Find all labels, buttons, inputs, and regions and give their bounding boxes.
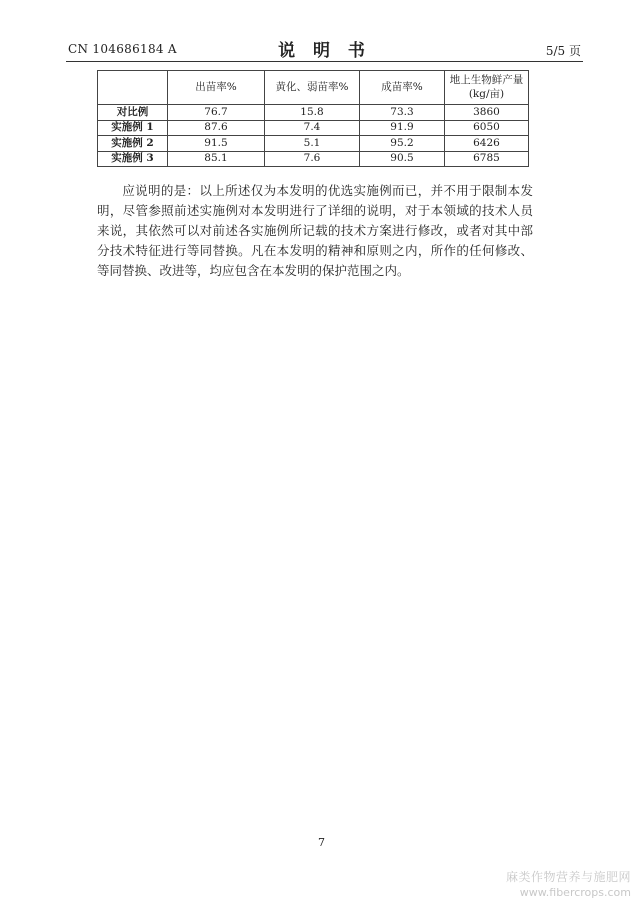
table-cell: 76.7 bbox=[168, 105, 265, 121]
table-header-cell: 黄化、弱苗率% bbox=[265, 71, 360, 105]
table-cell: 90.5 bbox=[360, 151, 445, 167]
table-row bbox=[98, 151, 529, 167]
table-cell: 95.2 bbox=[360, 136, 445, 152]
table-cell: 7.6 bbox=[265, 151, 360, 167]
row-label: 实施例 3 bbox=[98, 151, 168, 167]
table-header-cell: 地上生物鲜产量 (kg/亩) bbox=[445, 71, 529, 105]
table-cell: 6050 bbox=[445, 120, 529, 136]
patent-number: CN 104686184 A bbox=[68, 42, 177, 56]
table-cell: 3860 bbox=[445, 105, 529, 121]
body-paragraph bbox=[97, 181, 533, 281]
table-cell: 73.3 bbox=[360, 105, 445, 121]
row-label: 实施例 1 bbox=[98, 120, 168, 136]
table-header-row bbox=[98, 71, 529, 105]
page-header bbox=[68, 36, 581, 60]
table-cell: 15.8 bbox=[265, 105, 360, 121]
table-cell: 91.5 bbox=[168, 136, 265, 152]
body-text: 应说明的是：以上所述仅为本发明的优选实施例而已，并不用于限制本发明，尽管参照前述实施例对本发明进行了详细的说明，对于本领域的技术人员来说，其依然可以对前述各实施例所记载的技术方案进行修改，或者对其中部分技术特征进行等同替换。凡在本发明的精神和原则之内，所作的任何修改、等同替换、改进等，均应包含在本发明的保护范围之内。 bbox=[97, 183, 533, 278]
table-cell: 87.6 bbox=[168, 120, 265, 136]
row-label: 对比例 bbox=[98, 105, 168, 121]
table-cell: 91.9 bbox=[360, 120, 445, 136]
row-label: 实施例 2 bbox=[98, 136, 168, 152]
table-row bbox=[98, 120, 529, 136]
table-cell: 6785 bbox=[445, 151, 529, 167]
table-header-cell: 出苗率% bbox=[168, 71, 265, 105]
watermark-url: www.fibercrops.com bbox=[519, 886, 631, 899]
watermark-name: 麻类作物营养与施肥网 bbox=[505, 870, 631, 884]
table-row bbox=[98, 136, 529, 152]
table-cell: 5.1 bbox=[265, 136, 360, 152]
document-title: 说 明 书 bbox=[278, 41, 371, 61]
table-row bbox=[98, 105, 529, 121]
table-cell: 7.4 bbox=[265, 120, 360, 136]
site-watermark bbox=[506, 870, 631, 900]
table-cell: 85.1 bbox=[168, 151, 265, 167]
page-number: 7 bbox=[318, 836, 325, 849]
table-header-cell: 成苗率% bbox=[360, 71, 445, 105]
header-rule bbox=[66, 61, 583, 62]
results-table bbox=[97, 70, 529, 167]
table-cell: 6426 bbox=[445, 136, 529, 152]
table-header-cell bbox=[98, 71, 168, 105]
page-indicator: 5/5 页 bbox=[545, 44, 581, 58]
